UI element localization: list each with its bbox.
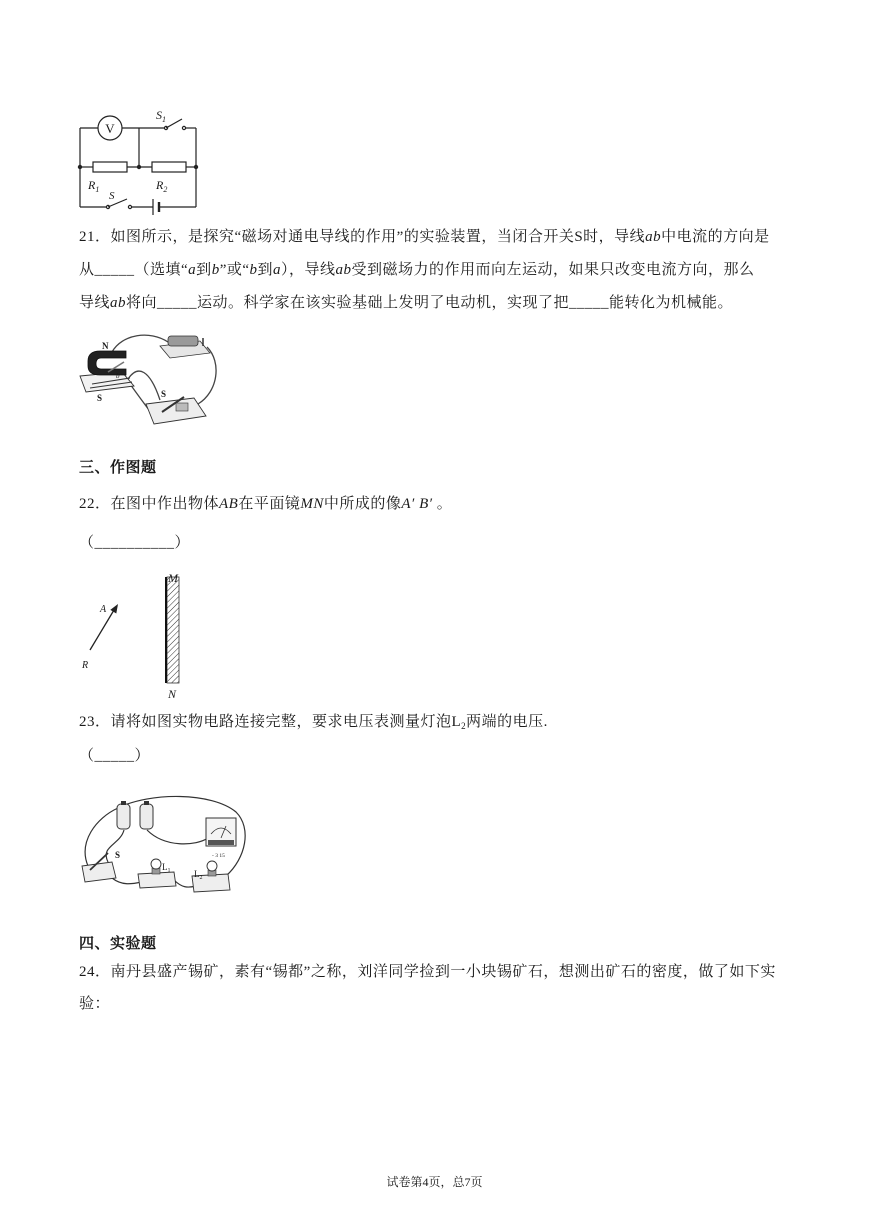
mirror-bottom-label: N [168,687,177,701]
page-footer: 试卷第4页，总7页 [386,1175,483,1189]
junction-dot [137,165,141,169]
q24-text-line-1 [79,962,776,982]
label-subscript: 2 [163,185,168,194]
resistor-circuit-diagram [70,100,210,222]
junction-dot [78,165,82,169]
switch-label: S [115,850,121,860]
mirror-top-label: M [168,571,178,585]
bulb-l2 [207,861,217,871]
junction-dot [194,165,198,169]
section-4-heading: 四、实验题 [79,936,157,952]
q24-text-line-2 [79,994,110,1014]
text-run: 22．在图中作出物体 [79,496,220,512]
italic-text-run: a [273,262,282,278]
resistor-r2-label [155,178,167,194]
text-run: 从_____（选填“ [79,262,189,278]
battery-cap [121,801,126,805]
magnet-south-label: S [97,393,103,403]
italic-text-run: b [249,262,258,278]
text-run: 中电流的方向是 [661,229,770,245]
text-run: 在平面镜 [238,496,301,512]
voltmeter-terminal-strip [208,840,234,845]
italic-text-run: MN [300,496,324,512]
bulb-l1 [151,859,161,869]
q22-answer-blank: （__________） [79,535,191,551]
text-run: ），导线 [281,262,336,278]
text-run: 21．如图所示，是探究“磁场对通电导线的作用”的实验装置，当闭合开关S时，导线 [79,229,646,245]
mirror-hatching [167,577,179,683]
bulb-l1-base [138,872,176,888]
text-run: 到 [257,262,274,278]
wire [147,830,208,844]
horseshoe-magnet [88,351,126,375]
switch-block [176,403,188,411]
resistor-r2-symbol [152,162,186,172]
text-run: 两端的电压. [466,714,548,730]
label-subscript: 1 [167,868,171,874]
battery-cap [144,801,149,805]
battery-cell [117,804,130,829]
voltmeter-label: V [105,121,115,136]
voltmeter-terminal-labels: - 3 15 [212,853,225,859]
text-run: 23．请将如图实物电路连接完整，要求电压表测量灯泡L [79,714,462,730]
rod-end-label: b [116,372,120,380]
resistor-r1-label [87,178,99,194]
italic-text-run: AB [219,496,239,512]
q22-text-line [79,494,452,514]
text-run: 24．南丹县盛产锡矿，素有“锡都”之称，刘洋同学捡到一小块锡矿石，想测出矿石的密度，做了如下实 [79,964,776,980]
label-main: R [88,178,96,192]
switch-contact [182,126,185,129]
point-a-label: A [100,604,107,615]
label-main: R [156,178,164,192]
q21-text-line-2 [79,260,755,280]
italic-text-run: ab [335,262,352,278]
wire [198,347,216,404]
text-run: 中所成的像 [323,496,402,512]
switch-s1-symbol [164,119,185,130]
switch-s-label: S [109,190,115,202]
label-subscript: 1 [162,115,166,124]
object-arrow-shaft [90,610,114,650]
magnet-north-label: N [102,341,109,351]
text-run: ”或“ [219,262,250,278]
italic-text-run: b [211,262,220,278]
magnetic-force-apparatus-figure [76,330,218,428]
text-run: 。 [432,496,453,512]
point-b-label: R [82,660,89,671]
switch-contact [128,205,131,208]
italic-text-run: a [188,262,197,278]
wire [112,878,142,884]
switch-base [82,862,116,882]
q23-text-line [79,712,548,732]
battery-cell [140,804,153,829]
resistor-r1-symbol [93,162,127,172]
object-arrow-head [110,604,118,614]
q21-text-line-3 [79,293,733,313]
q23-answer-blank: （_____） [79,748,151,764]
switch-label: S [161,389,167,399]
italic-text-run: A′ B′ [401,496,433,512]
italic-text-run: ab [645,229,662,245]
label-main: L [194,869,200,879]
label-main: S [156,108,162,122]
section-3-heading: 三、作图题 [79,460,157,476]
text-run: 验： [79,996,111,1012]
switch-s1-label [156,108,166,124]
physical-circuit-figure [78,793,248,899]
switch-blade [166,119,182,128]
power-supply-body [168,336,198,346]
text-run: 受到磁场力的作用而向左运动，如果只改变电流方向，那么 [351,262,755,278]
label-subscript: 1 [95,185,100,194]
wire [112,335,168,352]
q21-text-line-1 [79,227,770,247]
subscript-text-run: 2 [461,721,467,731]
label-subscript: 2 [199,875,203,881]
plane-mirror-figure [76,565,196,705]
italic-text-run: ab [110,295,127,311]
text-run: 到 [196,262,212,278]
text-run: 导线 [79,295,111,311]
label-main: L [162,862,168,872]
text-run: 将向_____运动。科学家在该实验基础上发明了电动机，实现了把_____能转化为机械能。 [126,295,734,311]
